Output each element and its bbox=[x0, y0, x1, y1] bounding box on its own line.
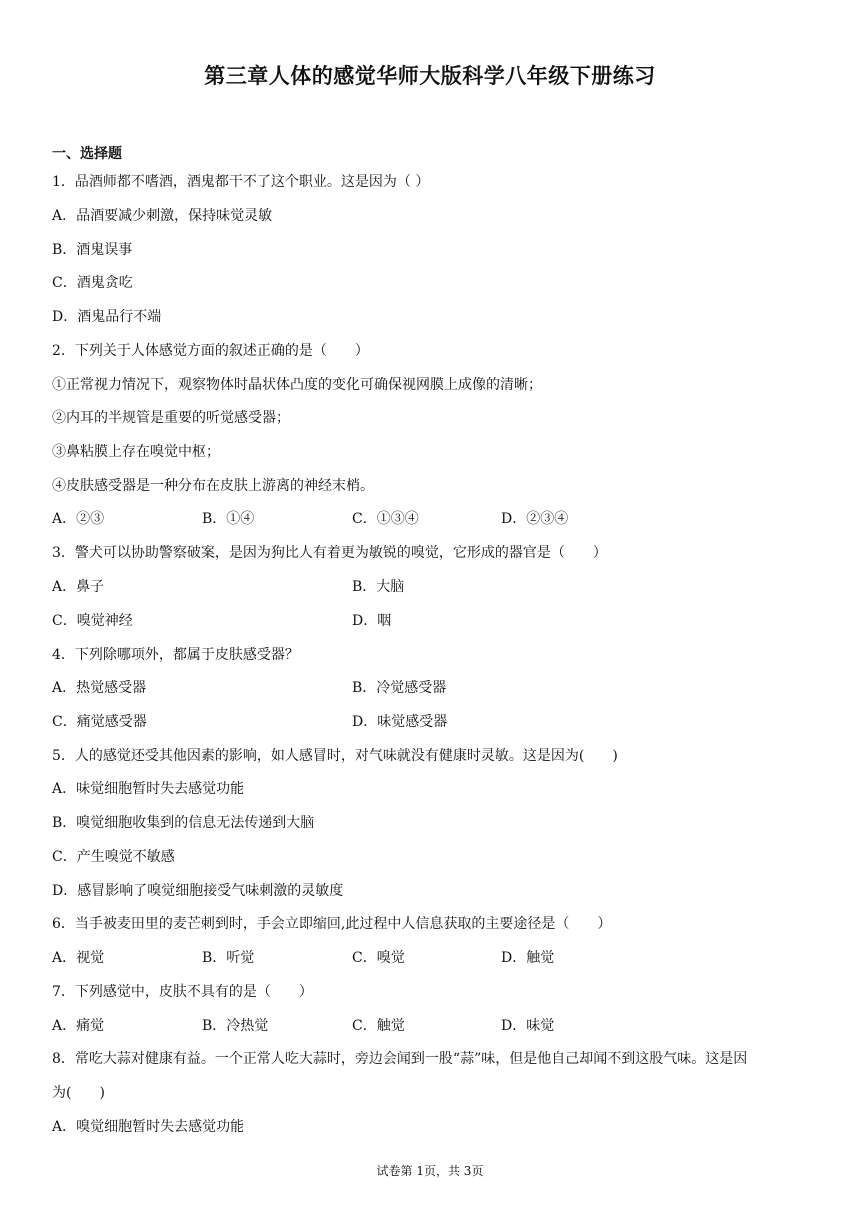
question-5-option-a: A．味觉细胞暂时失去感觉功能 bbox=[52, 781, 245, 797]
question-7-option-a: A．痛觉 bbox=[52, 1018, 105, 1034]
question-3-option-d: D．咽 bbox=[352, 613, 392, 629]
question-2-statement-2: ②内耳的半规管是重要的听觉感受器； bbox=[52, 410, 290, 426]
question-3-stem: 3．警犬可以协助警察破案，是因为狗比人有着更为敏锐的嗅觉，它形成的器官是（ ） bbox=[52, 545, 607, 561]
question-7-option-d: D．味觉 bbox=[501, 1018, 555, 1034]
question-4-option-b: B．冷觉感受器 bbox=[352, 680, 447, 696]
question-2-statement-3: ③鼻粘膜上存在嗅觉中枢； bbox=[52, 444, 220, 460]
question-2-option-a: A．②③ bbox=[52, 511, 105, 527]
question-6-option-a: A．视觉 bbox=[52, 950, 105, 966]
question-7-options bbox=[52, 1015, 812, 1037]
page-footer: 试卷第 1页，共 3页 bbox=[376, 1164, 484, 1178]
page-title: 第三章人体的感觉华师大版科学八年级下册练习 bbox=[204, 64, 656, 88]
question-1-option-c: C．酒鬼贪吃 bbox=[52, 275, 133, 291]
question-4-options-row-2 bbox=[52, 711, 812, 733]
question-7-option-b: B．冷热觉 bbox=[202, 1018, 269, 1034]
question-1-option-b: B．酒鬼误事 bbox=[52, 242, 133, 258]
question-2-statement-1: ①正常视力情况下，观察物体时晶状体凸度的变化可确保视网膜上成像的清晰； bbox=[52, 377, 542, 393]
question-1-option-a: A．品酒要减少刺激，保持味觉灵敏 bbox=[52, 208, 273, 224]
question-8-stem-line-2: 为( ) bbox=[52, 1085, 105, 1101]
question-8-option-a: A．嗅觉细胞暂时失去感觉功能 bbox=[52, 1119, 245, 1135]
question-2-statement-4: ④皮肤感受器是一种分布在皮肤上游离的神经末梢。 bbox=[52, 478, 374, 494]
question-4-option-d: D．味觉感受器 bbox=[352, 714, 448, 730]
question-5-stem: 5．人的感觉还受其他因素的影响，如人感冒时，对气味就没有健康时灵敏。这是因为( ) bbox=[52, 748, 618, 764]
question-3-option-b: B．大脑 bbox=[352, 579, 405, 595]
question-6-option-b: B．听觉 bbox=[202, 950, 255, 966]
question-6-option-c: C．嗅觉 bbox=[352, 950, 405, 966]
question-4-options-row-1 bbox=[52, 677, 812, 699]
question-3-options-row-2 bbox=[52, 610, 812, 632]
question-1-stem: 1．品酒师都不嗜酒，酒鬼都干不了这个职业。这是因为（ ） bbox=[52, 174, 430, 190]
question-5-option-b: B．嗅觉细胞收集到的信息无法传递到大脑 bbox=[52, 815, 315, 831]
question-7-option-c: C．触觉 bbox=[352, 1018, 405, 1034]
question-5-option-c: C．产生嗅觉不敏感 bbox=[52, 849, 175, 865]
question-4-option-c: C．痛觉感受器 bbox=[52, 714, 147, 730]
question-1-option-d: D．酒鬼品行不端 bbox=[52, 309, 162, 325]
question-6-options bbox=[52, 947, 812, 969]
question-3-options-row-1 bbox=[52, 576, 812, 598]
question-2-stem: 2．下列关于人体感觉方面的叙述正确的是（ ） bbox=[52, 343, 369, 359]
question-5-option-d: D．感冒影响了嗅觉细胞接受气味刺激的灵敏度 bbox=[52, 883, 344, 899]
question-2-option-c: C．①③④ bbox=[352, 511, 419, 527]
section-heading: 一、选择题 bbox=[52, 146, 122, 162]
question-3-option-c: C．嗅觉神经 bbox=[52, 613, 133, 629]
question-3-option-a: A．鼻子 bbox=[52, 579, 105, 595]
question-2-option-b: B．①④ bbox=[202, 511, 255, 527]
question-2-option-d: D．②③④ bbox=[501, 511, 569, 527]
question-2-options bbox=[52, 508, 812, 530]
question-4-option-a: A．热觉感受器 bbox=[52, 680, 147, 696]
question-7-stem: 7．下列感觉中，皮肤不具有的是（ ） bbox=[52, 984, 313, 1000]
question-4-stem: 4．下列除哪项外，都属于皮肤感受器？ bbox=[52, 647, 299, 663]
question-6-option-d: D．触觉 bbox=[501, 950, 555, 966]
question-8-stem-line-1: 8．常吃大蒜对健康有益。一个正常人吃大蒜时，旁边会闻到一股“蒜”味，但是他自己却闻不到这股气味。这是因 bbox=[52, 1051, 748, 1067]
question-6-stem: 6．当手被麦田里的麦芒刺到时，手会立即缩回,此过程中人信息获取的主要途径是（ ） bbox=[52, 916, 612, 932]
